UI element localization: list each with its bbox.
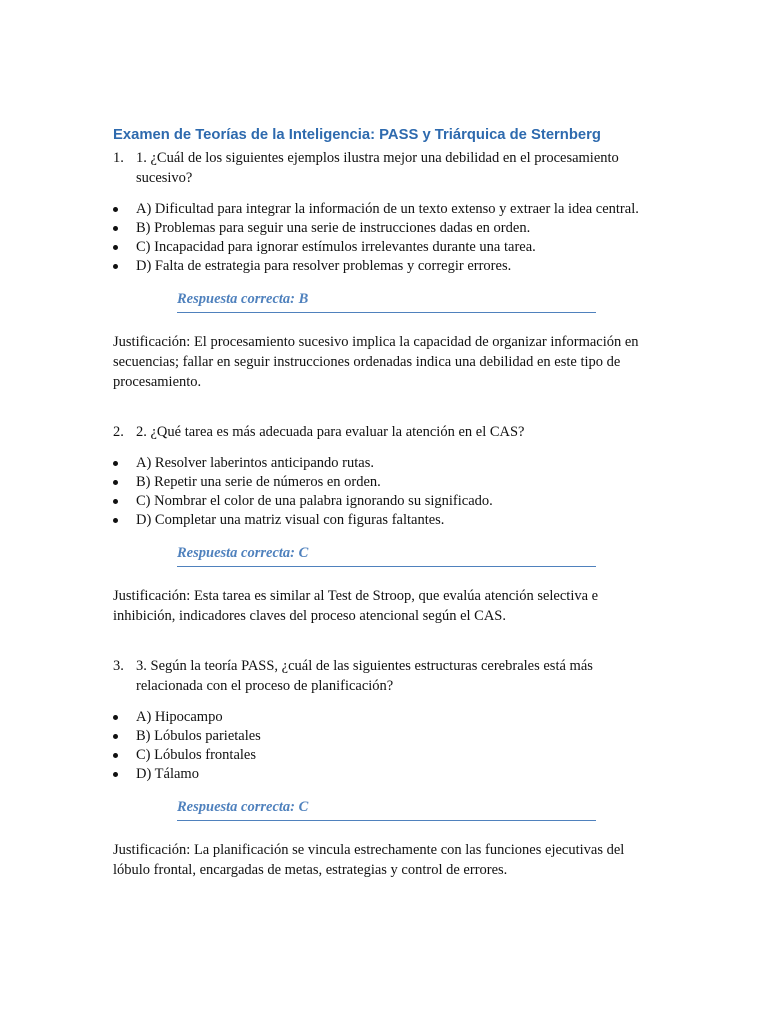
correct-answer — [177, 543, 596, 567]
option-text: C) Incapacidad para ignorar estímulos irrelevantes durante una tarea. — [136, 239, 536, 255]
question-prompt — [113, 656, 652, 696]
option-text: C) Lóbulos frontales — [136, 747, 257, 763]
bullet-icon — [113, 715, 118, 720]
bullet-icon — [113, 734, 118, 739]
option-text: D) Tálamo — [136, 766, 199, 782]
bullet-icon — [113, 480, 118, 485]
question-number: 1. — [113, 150, 124, 166]
option-b — [113, 473, 768, 492]
question-text: 2. ¿Qué tarea es más adecuada para evaluar la atención en el CAS? — [136, 424, 525, 440]
option-text: A) Resolver laberintos anticipando rutas. — [136, 455, 374, 471]
option-c — [113, 238, 768, 257]
answer-options — [113, 200, 768, 276]
bullet-icon — [113, 207, 118, 212]
justification: Justificación: El procesamiento sucesivo implica la capacidad de organizar información en secuencias; fallar en seguir instrucciones ordenadas indica una debilidad en este tipo de procesamiento. — [113, 334, 639, 390]
bullet-icon — [113, 499, 118, 504]
document-title: Examen de Teorías de la Inteligencia: PASS y Triárquica de Sternberg — [113, 127, 601, 143]
option-text: A) Dificultad para integrar la información de un texto extenso y extraer la idea central. — [136, 201, 639, 217]
question-2 — [113, 422, 768, 626]
option-text: B) Repetir una serie de números en orden. — [136, 474, 381, 490]
correct-answer-text: Respuesta correcta: B — [177, 291, 309, 307]
bullet-icon — [113, 264, 118, 269]
bullet-icon — [113, 518, 118, 523]
bullet-icon — [113, 245, 118, 250]
option-text: C) Nombrar el color de una palabra ignorando su significado. — [136, 493, 493, 509]
correct-answer — [177, 289, 596, 313]
answer-options — [113, 708, 768, 784]
option-b — [113, 727, 768, 746]
option-c — [113, 746, 768, 765]
option-text: B) Problemas para seguir una serie de instrucciones dadas en orden. — [136, 220, 531, 236]
correct-answer-text: Respuesta correcta: C — [177, 545, 309, 561]
option-d — [113, 257, 768, 276]
option-b — [113, 219, 768, 238]
question-prompt — [113, 422, 652, 442]
option-a — [113, 708, 768, 727]
option-text: D) Completar una matriz visual con figuras faltantes. — [136, 512, 445, 528]
question-prompt — [113, 148, 652, 188]
question-1 — [113, 148, 768, 392]
question-number: 2. — [113, 424, 124, 440]
bullet-icon — [113, 772, 118, 777]
answer-options — [113, 454, 768, 530]
question-3 — [113, 656, 768, 880]
question-text: 3. Según la teoría PASS, ¿cuál de las siguientes estructuras cerebrales está más relacionada con el proceso de planificación? — [136, 658, 593, 694]
bullet-icon — [113, 226, 118, 231]
option-a — [113, 200, 768, 219]
option-text: D) Falta de estrategia para resolver problemas y corregir errores. — [136, 258, 512, 274]
question-number: 3. — [113, 658, 124, 674]
option-text: B) Lóbulos parietales — [136, 728, 261, 744]
bullet-icon — [113, 753, 118, 758]
option-d — [113, 511, 768, 530]
correct-answer-text: Respuesta correcta: C — [177, 799, 309, 815]
question-text: 1. ¿Cuál de los siguientes ejemplos ilustra mejor una debilidad en el procesamiento sucesivo? — [136, 150, 619, 186]
correct-answer — [177, 797, 596, 821]
justification: Justificación: Esta tarea es similar al Test de Stroop, que evalúa atención selectiva e inhibición, indicadores claves del proceso atencional según el CAS. — [113, 588, 599, 624]
bullet-icon — [113, 461, 118, 466]
option-c — [113, 492, 768, 511]
justification: Justificación: La planificación se vincula estrechamente con las funciones ejecutivas del lóbulo frontal, encargadas de metas, estrategias y control de errores. — [113, 842, 625, 878]
option-text: A) Hipocampo — [136, 709, 223, 725]
option-a — [113, 454, 768, 473]
option-d — [113, 765, 768, 784]
